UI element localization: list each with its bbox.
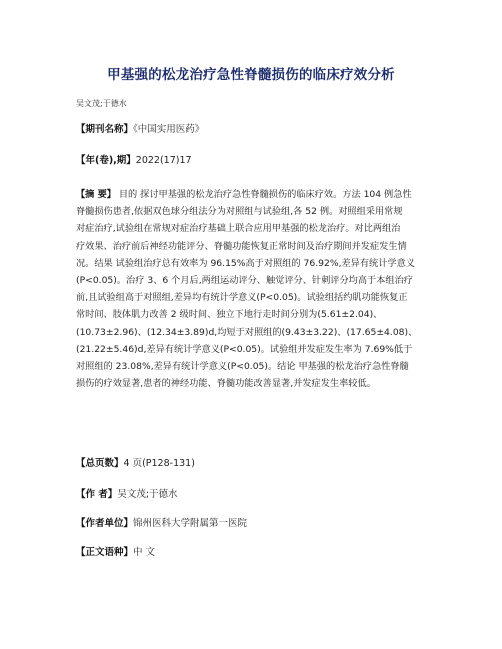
- total-pages-field: [76, 457, 195, 471]
- total-pages-label: 【总页数】: [76, 458, 124, 469]
- abstract-line: 【摘 要】 目的 探讨甲基强的松龙治疗急性脊髓损伤的临床疗效。方法 104 例急性: [76, 189, 412, 200]
- journal-value: 《中国实用医药》: [133, 124, 205, 135]
- year-issue-value: 2022(17)17: [135, 155, 192, 166]
- abstract-label: 【摘 要】: [76, 189, 116, 200]
- total-pages-value: 4 页(P128-131): [123, 458, 195, 469]
- abstract-block: [76, 186, 428, 392]
- abstract-line: 对症治疗,试验组在常规对症治疗基础上联合应用甲基强的松龙治疗。对比两组治: [76, 223, 401, 235]
- year-issue-label: 【年(卷),期】: [76, 155, 136, 166]
- paper-title: 甲基强的松龙治疗急性脊髓损伤的临床疗效分析: [107, 67, 395, 83]
- author-line: 吴文茂;于德水: [76, 99, 127, 108]
- journal-field: [76, 123, 204, 137]
- journal-label: 【期刊名称】: [76, 124, 134, 135]
- abstract-line: (10.73±2.96)、(12.34±3.89)d,均短于对照组的(9.43±3.22)、(17.65±4.08)、: [76, 326, 418, 338]
- abstract-line: 前,且试验组高于对照组,差异均有统计学意义(P<0.05)。试验组括约肌功能恢复正: [76, 292, 408, 304]
- abstract-line: 对照组的 23.08%,差异有统计学意义(P<0.05)。结论 甲基强的松龙治疗急性脊髓: [76, 360, 409, 372]
- language-label: 【正文语种】: [76, 547, 134, 558]
- language-value: 中 文: [133, 547, 156, 558]
- abstract-line: 常时间、肢体肌力改善 2 级时间、独立下地行走时间分别为(5.61±2.04)、: [76, 309, 383, 321]
- abstract-line: 脊髓损伤患者,依据双色球分组法分为对照组与试验组,各 52 例。对照组采用常规: [76, 206, 403, 218]
- abstract-line: 疗效果、治疗前后神经功能评分、脊髓功能恢复正常时间及治疗期间并发症发生情: [76, 240, 407, 252]
- affiliation-value: 锦州医科大学附属第一医院: [133, 518, 248, 529]
- abstract-line: 况。结果 试验组治疗总有效率为 96.15%高于对照组的 76.92%,差异有统计学意义: [76, 257, 415, 269]
- author-field: [76, 488, 178, 502]
- author-value: 吴文茂;于德水: [117, 489, 178, 500]
- language-field: [76, 546, 155, 560]
- affiliation-label: 【作者单位】: [76, 518, 134, 529]
- abstract-line: 损伤的疗效显著,患者的神经功能、脊髓功能改善显著,并发症发生率较低。: [76, 378, 376, 390]
- author-label: 【作 者】: [76, 489, 118, 500]
- affiliation-field: [76, 517, 247, 531]
- abstract-line: (P<0.05)。治疗 3、6 个月后,两组运动评分、触觉评分、针刺评分均高于本组治疗: [76, 274, 413, 286]
- abstract-line: (21.22±5.46)d,差异有统计学意义(P<0.05)。试验组并发症发生率为 7.69%低于: [76, 343, 413, 355]
- year-issue-field: [76, 154, 192, 168]
